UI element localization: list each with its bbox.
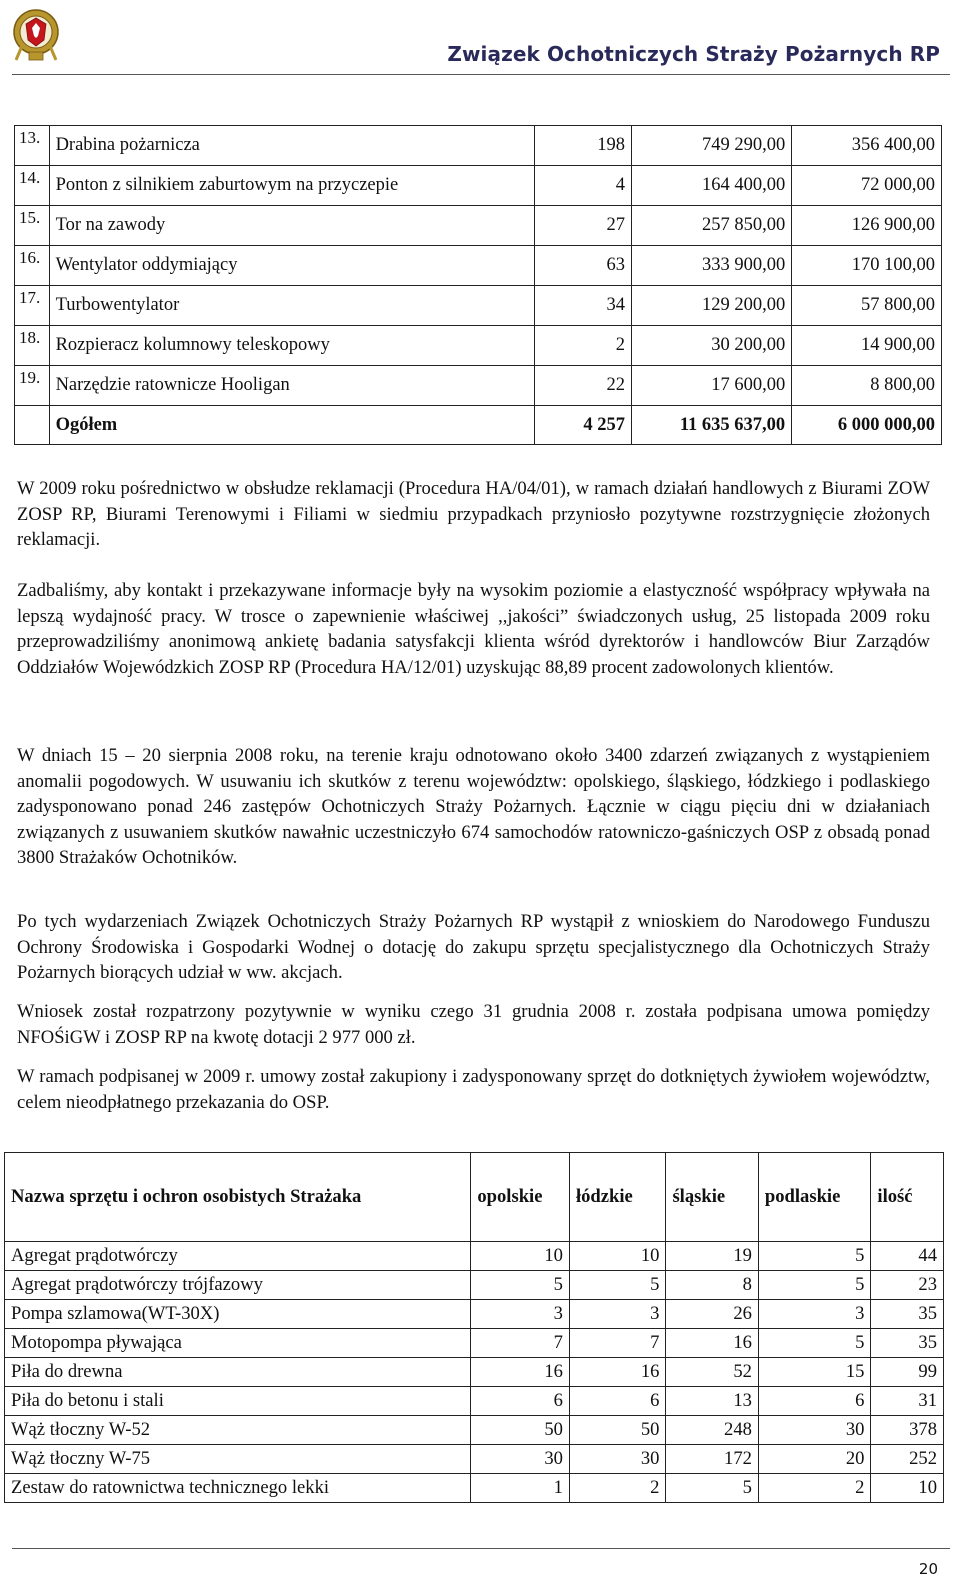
equipment-count: 52 [666,1358,758,1387]
equipment-count: 16 [666,1329,758,1358]
equipment-count: 10 [471,1242,570,1271]
equipment-count: 99 [871,1358,944,1387]
equipment-count: 50 [471,1416,570,1445]
table-row [15,126,942,166]
table-row [5,1474,944,1503]
item-name: Ponton z silnikiem zaburtowym na przyczepie [49,166,534,206]
row-number: 17. [15,286,50,326]
table-row [5,1358,944,1387]
item-name: Turbowentylator [49,286,534,326]
equipment-count: 8 [666,1271,758,1300]
footer-divider [12,1548,950,1549]
item-name: Narzędzie ratownicze Hooligan [49,366,534,406]
column-header: podlaskie [758,1153,871,1242]
item-quantity: 198 [534,126,631,166]
equipment-count: 5 [758,1329,871,1358]
equipment-count: 6 [471,1387,570,1416]
table-row [15,246,942,286]
item-value: 257 850,00 [631,206,791,246]
equipment-count: 30 [758,1416,871,1445]
equipment-count: 19 [666,1242,758,1271]
equipment-count: 50 [569,1416,665,1445]
equipment-count: 1 [471,1474,570,1503]
table-row [5,1416,944,1445]
equipment-count: 3 [758,1300,871,1329]
table-row [15,286,942,326]
item-quantity: 22 [534,366,631,406]
equipment-count: 10 [871,1474,944,1503]
total-item-name: Ogółem [49,406,534,445]
row-number: 14. [15,166,50,206]
table-row [5,1329,944,1358]
paragraph-survey: Zadbaliśmy, aby kontakt i przekazywane informacje były na wysokim poziomie a elastyczność współpracy wpływała na lepszą wydajność pracy. W trosce o zapewnienie właściwej ,,jakości” świadczonych usług, 25 listopada 2009 roku przeprowadziliśmy anonimową ankietę badania satysfakcji klienta wśród dyrektorów i handlowców Biur Zarządów Oddziałów Wojewódzkich ZOSP RP (Procedura HA/12/01) uzyskując 88,89 procent zadowolonych klientów. [17,580,930,678]
row-number: 18. [15,326,50,366]
column-header: ilość [871,1153,944,1242]
equipment-count: 35 [871,1300,944,1329]
equipment-count: 2 [569,1474,665,1503]
item-quantity: 27 [534,206,631,246]
row-number: 15. [15,206,50,246]
equipment-count: 252 [871,1445,944,1474]
item-grant: 170 100,00 [792,246,942,286]
equipment-name: Piła do drewna [5,1358,471,1387]
item-value: 17 600,00 [631,366,791,406]
item-name: Rozpieracz kolumnowy teleskopowy [49,326,534,366]
paragraph-weather-anomalies: W dniach 15 – 20 sierpnia 2008 roku, na terenie kraju odnotowano około 3400 zdarzeń związanych z wystąpieniem anomalii pogodowych. W usuwaniu ich skutków z terenu województw: opolskiego, śląskiego, łódzkiego i podlaskiego zadysponowano ponad 246 zastępów Ochotniczych Straży Pożarnych. Łącznie w ciągu pięciu dni w działaniach związanych z usuwaniem skutków nawałnic uczestniczyło 674 samochodów ratowniczo-gaśniczych OSP z obsadą ponad 3800 Strażaków Ochotników. [17,745,930,868]
paragraph-equipment-purchase: W ramach podpisanej w 2009 r. umowy został zakupiony i zadysponowany sprzęt do dotkniętych żywiołem województw, celem nieodpłatnego przekazania do OSP. [17,1066,930,1113]
page-header [0,0,960,90]
item-value: 30 200,00 [631,326,791,366]
item-quantity: 2 [534,326,631,366]
item-grant: 72 000,00 [792,166,942,206]
equipment-count: 5 [471,1271,570,1300]
item-quantity: 63 [534,246,631,286]
equipment-count: 5 [569,1271,665,1300]
table-row [5,1445,944,1474]
equipment-count: 20 [758,1445,871,1474]
equipment-count: 10 [569,1242,665,1271]
table-row [15,366,942,406]
equipment-count: 31 [871,1387,944,1416]
total-item-value: 11 635 637,00 [631,406,791,445]
equipment-name: Wąż tłoczny W-75 [5,1445,471,1474]
equipment-count: 23 [871,1271,944,1300]
total-row-number [15,406,50,445]
item-grant: 14 900,00 [792,326,942,366]
equipment-count: 26 [666,1300,758,1329]
equipment-count: 15 [758,1358,871,1387]
column-header: łódzkie [569,1153,665,1242]
table-row [5,1242,944,1271]
item-grant: 57 800,00 [792,286,942,326]
equipment-name: Zestaw do ratownictwa technicznego lekki [5,1474,471,1503]
equipment-count: 3 [471,1300,570,1329]
row-number: 19. [15,366,50,406]
column-header: opolskie [471,1153,570,1242]
row-number: 16. [15,246,50,286]
equipment-count: 7 [569,1329,665,1358]
item-grant: 356 400,00 [792,126,942,166]
table-total-row [15,406,942,445]
page-number: 20 [918,1560,938,1578]
equipment-count: 44 [871,1242,944,1271]
table-row [5,1387,944,1416]
table-row [15,166,942,206]
equipment-name: Agregat prądotwórczy trójfazowy [5,1271,471,1300]
equipment-count: 13 [666,1387,758,1416]
column-header: Nazwa sprzętu i ochron osobistych Strażaka [5,1153,471,1242]
equipment-count: 2 [758,1474,871,1503]
equipment-count: 5 [666,1474,758,1503]
equipment-count: 16 [569,1358,665,1387]
row-number: 13. [15,126,50,166]
total-item-quantity: 4 257 [534,406,631,445]
paragraph-complaints: W 2009 roku pośrednictwo w obsłudze reklamacji (Procedura HA/04/01), w ramach działań handlowych z Biurami ZOW ZOSP RP, Biurami Terenowymi i Filiami w siedmiu przypadkach przyniosło pozytywne rozstrzygnięcie złożonych reklamacji. [17,478,930,550]
equipment-count: 6 [758,1387,871,1416]
item-value: 749 290,00 [631,126,791,166]
table-row [15,206,942,246]
table-row [15,326,942,366]
equipment-count: 5 [758,1271,871,1300]
table-row [5,1271,944,1300]
equipment-name: Motopompa pływająca [5,1329,471,1358]
equipment-name: Piła do betonu i stali [5,1387,471,1416]
item-quantity: 4 [534,166,631,206]
equipment-distribution-table [4,1152,944,1503]
table-row [5,1300,944,1329]
item-name: Drabina pożarnicza [49,126,534,166]
item-value: 164 400,00 [631,166,791,206]
equipment-count: 35 [871,1329,944,1358]
item-value: 333 900,00 [631,246,791,286]
equipment-count: 172 [666,1445,758,1474]
equipment-count: 16 [471,1358,570,1387]
item-name: Tor na zawody [49,206,534,246]
equipment-count: 3 [569,1300,665,1329]
item-grant: 126 900,00 [792,206,942,246]
equipment-count: 30 [471,1445,570,1474]
equipment-count: 6 [569,1387,665,1416]
item-value: 129 200,00 [631,286,791,326]
item-name: Wentylator oddymiający [49,246,534,286]
equipment-count: 7 [471,1329,570,1358]
equipment-count: 5 [758,1242,871,1271]
paragraph-grant-application: Po tych wydarzeniach Związek Ochotniczych Straży Pożarnych RP wystąpił z wnioskiem do Narodowego Funduszu Ochrony Środowiska i Gospodarki Wodnej o dotację do zakupu sprzętu specjalistycznego dla Ochotniczych Straży Pożarnych biorących udział w ww. akcjach. [17,911,930,983]
equipment-name: Wąż tłoczny W-52 [5,1416,471,1445]
equipment-count: 30 [569,1445,665,1474]
column-header: śląskie [666,1153,758,1242]
equipment-count: 378 [871,1416,944,1445]
item-grant: 8 800,00 [792,366,942,406]
total-item-grant: 6 000 000,00 [792,406,942,445]
item-quantity: 34 [534,286,631,326]
equipment-funding-table [14,125,942,445]
equipment-name: Pompa szlamowa(WT-30X) [5,1300,471,1329]
organization-title: Związek Ochotniczych Straży Pożarnych RP [447,42,940,66]
equipment-count: 248 [666,1416,758,1445]
zosp-emblem-icon [12,6,60,66]
table-header-row [5,1153,944,1242]
paragraph-grant-agreement: Wniosek został rozpatrzony pozytywnie w wyniku czego 31 grudnia 2008 r. została podpisana umowa pomiędzy NFOŚiGW i ZOSP RP na kwotę dotacji 2 977 000 zł. [17,1001,930,1048]
header-divider [12,74,950,75]
equipment-name: Agregat prądotwórczy [5,1242,471,1271]
